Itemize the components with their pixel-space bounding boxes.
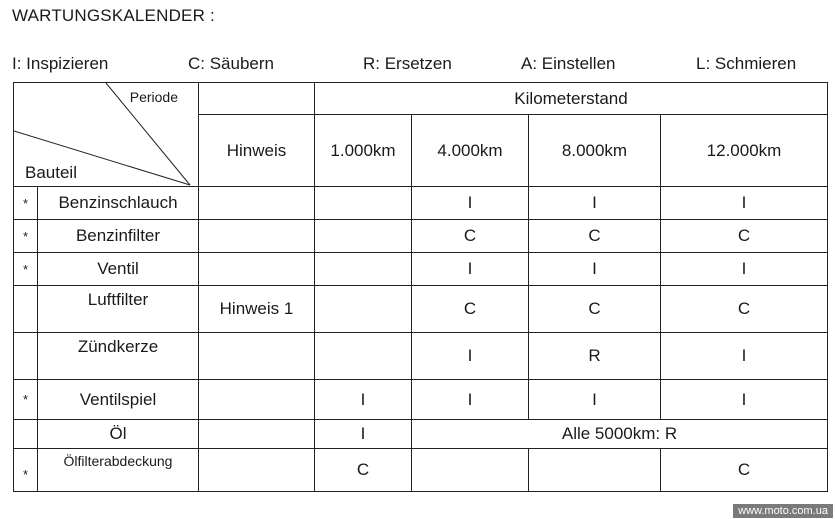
- km1000-cell: [315, 253, 412, 286]
- km1000-cell: C: [315, 449, 412, 492]
- km8000-cell: I: [529, 253, 661, 286]
- km12000-cell: I: [661, 253, 828, 286]
- km12000-cell: I: [661, 187, 828, 220]
- km-header-8000: 8.000km: [529, 115, 661, 187]
- km4000-cell: C: [412, 220, 529, 253]
- part-name: Luftfilter: [38, 286, 199, 333]
- table-row: [14, 333, 828, 380]
- hinweis-cell: [199, 187, 315, 220]
- hinweis-cell: [199, 333, 315, 380]
- maintenance-table: [13, 82, 828, 492]
- merged-interval-cell: Alle 5000km: R: [412, 420, 828, 449]
- km4000-cell: I: [412, 253, 529, 286]
- table-row: [14, 420, 828, 449]
- table-row: [14, 187, 828, 220]
- km4000-cell: I: [412, 380, 529, 420]
- km4000-cell: [412, 449, 529, 492]
- legend-ersetzen: R: Ersetzen: [363, 54, 452, 73]
- km4000-cell: I: [412, 187, 529, 220]
- table-row: [14, 380, 828, 420]
- periode-label: Periode: [129, 89, 178, 105]
- star-marker: *: [14, 220, 38, 253]
- km1000-cell: I: [315, 380, 412, 420]
- km8000-cell: C: [529, 220, 661, 253]
- star-marker: *: [14, 380, 38, 420]
- part-name: Zündkerze: [38, 333, 199, 380]
- km4000-cell: C: [412, 286, 529, 333]
- km1000-cell: [315, 187, 412, 220]
- star-marker: [14, 333, 38, 380]
- hinweis-cell: [199, 420, 315, 449]
- hinweis-cell: [199, 220, 315, 253]
- km8000-cell: I: [529, 187, 661, 220]
- star-marker: *: [14, 253, 38, 286]
- star-marker: *: [14, 449, 38, 492]
- star-marker: [14, 286, 38, 333]
- km-header-4000: 4.000km: [412, 115, 529, 187]
- km8000-cell: C: [529, 286, 661, 333]
- hinweis-cell: [199, 449, 315, 492]
- bauteil-label: Bauteil: [25, 163, 77, 182]
- part-name: Ventilspiel: [38, 380, 199, 420]
- watermark: www.moto.com.ua: [733, 504, 833, 518]
- kilometerstand-header: Kilometerstand: [315, 83, 828, 115]
- page-title: WARTUNGSKALENDER :: [12, 6, 215, 25]
- part-name: Benzinschlauch: [38, 187, 199, 220]
- table-row: [14, 220, 828, 253]
- km12000-cell: C: [661, 449, 828, 492]
- table-row: [14, 449, 828, 492]
- star-marker: *: [14, 187, 38, 220]
- hinweis-cell: [199, 380, 315, 420]
- hinweis-cell: [199, 253, 315, 286]
- km1000-cell: [315, 286, 412, 333]
- km1000-cell: I: [315, 420, 412, 449]
- km8000-cell: R: [529, 333, 661, 380]
- star-marker: [14, 420, 38, 449]
- km1000-cell: [315, 333, 412, 380]
- legend-inspizieren: I: Inspizieren: [12, 54, 109, 73]
- km-header-12000: 12.000km: [661, 115, 828, 187]
- legend-saeubern: C: Säubern: [188, 54, 274, 73]
- hinweis-cell: Hinweis 1: [199, 286, 315, 333]
- part-name: Ölfilterabdeckung: [38, 449, 199, 492]
- part-name: Benzinfilter: [38, 220, 199, 253]
- legend-einstellen: A: Einstellen: [521, 54, 616, 73]
- km12000-cell: C: [661, 286, 828, 333]
- diagonal-header-cell: [14, 83, 199, 187]
- km12000-cell: I: [661, 380, 828, 420]
- legend-schmieren: L: Schmieren: [696, 54, 797, 73]
- part-name: Öl: [38, 420, 199, 449]
- km8000-cell: I: [529, 380, 661, 420]
- hinweis-header: Hinweis: [199, 115, 315, 187]
- table-row: [14, 253, 828, 286]
- km4000-cell: I: [412, 333, 529, 380]
- km-header-1000: 1.000km: [315, 115, 412, 187]
- header-row-1: [14, 83, 828, 115]
- header-blank-cell: [199, 83, 315, 115]
- km1000-cell: [315, 220, 412, 253]
- km12000-cell: C: [661, 220, 828, 253]
- km8000-cell: [529, 449, 661, 492]
- table-row: [14, 286, 828, 333]
- part-name: Ventil: [38, 253, 199, 286]
- km12000-cell: I: [661, 333, 828, 380]
